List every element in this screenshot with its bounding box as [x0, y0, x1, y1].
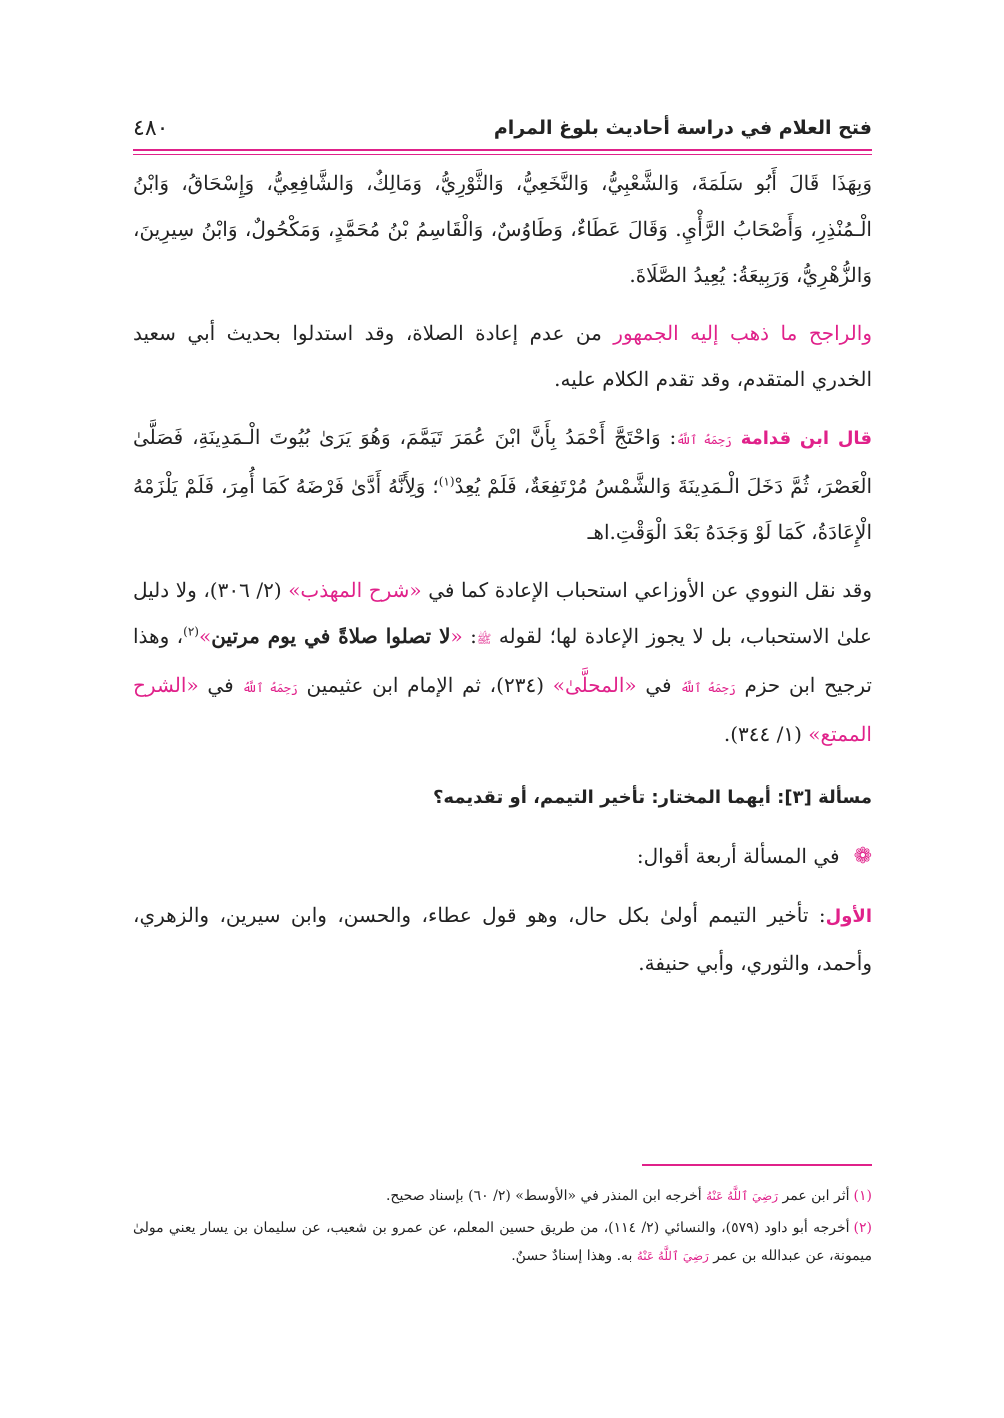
- spacer: [133, 821, 872, 833]
- footnote-ref-1[interactable]: (١): [438, 474, 455, 489]
- paragraph-text: في: [636, 673, 681, 697]
- footnote-ref-2[interactable]: (٢): [183, 624, 199, 639]
- paragraph-ibn-qudama: [133, 414, 872, 555]
- hadith-quote-close: »: [198, 624, 212, 648]
- hadith-quote-open: «: [450, 624, 463, 648]
- preferred-view-highlight: والراجح ما ذهب إليه الجمهور: [613, 321, 872, 345]
- quote-text: : وَاحْتَجَّ أَحْمَدُ بِأَنَّ ابْنَ عُمَرَ تَيَمَّمَ، وَهُوَ يَرَىٰ بُيُوتَ الْـمَدِينَةِ، فَصَلَّىٰ الْعَصْرَ، ثُمَّ دَخَلَ الْـمَدِينَةَ وَالشَّمْسُ مُرْتَفِعَةٌ، فَلَمْ يُعِدْ: [133, 425, 873, 498]
- paragraph-text: ، وهذا ترجيح ابن حزم: [133, 624, 872, 697]
- book-title: «المحلَّىٰ»: [552, 673, 637, 697]
- honorific-symbol: رَحِمَهُ ٱللَّهُ: [680, 681, 736, 695]
- page-header: [133, 110, 872, 146]
- paragraph-text: : تأخير التيمم أولىٰ بكل حال، وهو قول عطاء، والحسن، وابن سيرين، والزهري، وأحمد، والثوري، وأبي حنيفة.: [133, 903, 872, 975]
- spacer: [133, 555, 872, 567]
- honorific-symbol: رَحِمَهُ ٱللَّهُ: [676, 433, 732, 447]
- paragraph-first-opinion: [133, 892, 872, 986]
- paragraph-four-opinions: [133, 833, 872, 880]
- running-title: فتح العلام في دراسة أحاديث بلوغ المرام: [493, 117, 872, 139]
- opinion-label: الأول: [825, 906, 872, 927]
- spacer: [133, 880, 872, 892]
- footnote-text: أثر ابن عمر: [778, 1188, 850, 1204]
- footnote-number: (١): [853, 1188, 872, 1204]
- book-title: «شرح المهذب»: [288, 578, 422, 602]
- prophet-honorific-symbol: ﷺ: [476, 632, 492, 646]
- honorific-symbol: رَضِيَ ٱللَّهُ عَنْهُ: [706, 1189, 779, 1203]
- footnote-text: به. وهذا إسنادٌ حسنٌ.: [511, 1248, 637, 1264]
- paragraph-text: (٢/ ٣٠٦)، ولا دليل علىٰ الاستحباب، بل لا يجوز الإعادة لها؛ لقوله: [133, 578, 872, 648]
- paragraph-text: وقد نقل النووي عن الأوزاعي استحباب الإعادة كما في: [421, 578, 872, 602]
- spacer: [133, 402, 872, 414]
- speaker-label: قال ابن قدامة: [740, 428, 872, 449]
- header-rule-thick: [133, 149, 872, 151]
- footnote-1: [133, 1182, 872, 1210]
- honorific-symbol: رَضِيَ ٱللَّهُ عَنْهُ: [636, 1249, 709, 1263]
- flower-ornament-icon: ❁: [853, 844, 872, 869]
- footnote-2: [133, 1214, 872, 1270]
- section-heading: مسألة [٣]: أيهما المختار: تأخير التيمم، أو تقديمه؟: [432, 787, 872, 808]
- paragraph-text: في المسألة أربعة أقوال:: [636, 844, 840, 868]
- footnote-number: (٢): [853, 1220, 872, 1236]
- paragraph-text: (١/ ٣٤٤).: [723, 722, 809, 746]
- paragraph-nawawi: [133, 567, 872, 757]
- paragraph-text: من عدم إعادة الصلاة، وقد استدلوا بحديث أبي سعيد الخدري المتقدم، وقد تقدم الكلام عليه.: [133, 321, 872, 391]
- quote-text-end: ؛ وَلِأَنَّهُ أَدَّىٰ فَرْضَهُ كَمَا أُمِرَ، فَلَمْ يَلْزَمْهُ الْإِعَادَةُ، كَمَا لَوْ وَجَدَهُ بَعْدَ الْوَقْتِ.اهـ: [133, 474, 872, 544]
- honorific-symbol: رَحِمَهُ ٱللَّهُ: [242, 681, 298, 695]
- main-text: [133, 160, 872, 986]
- footnote-text: أخرجه ابن المنذر في «الأوسط» (٢/ ٦٠) بإسناد صحيح.: [385, 1188, 707, 1204]
- paragraph-text: في: [198, 673, 243, 697]
- hadith-text: لا تصلوا صلاةً في يوم مرتين: [211, 624, 451, 648]
- paragraph-text: :: [462, 624, 477, 648]
- footnote-rule: [642, 1164, 872, 1166]
- paragraph-preferred-view: [133, 310, 872, 402]
- header-rule-thin: [133, 154, 872, 155]
- spacer: [133, 298, 872, 310]
- paragraph-text: (٢٣٤)، ثم الإمام ابن عثيمين: [297, 673, 553, 697]
- paragraph-quote-continuation: [133, 160, 872, 298]
- footnotes: [133, 1182, 872, 1274]
- page-number: ٤٨٠: [133, 115, 169, 141]
- book-title: «الشرح الممتع»: [133, 673, 872, 746]
- quote-text: وَبِهَذَا قَالَ أَبُو سَلَمَةَ، وَالشَّعْبِيُّ، وَالنَّخَعِيُّ، وَالثَّوْرِيُّ، وَمَالِكٌ، وَالشَّافِعِيُّ، وَإِسْحَاقُ، وَابْنُ الْـمُنْذِرِ، وَأَصْحَابُ الرَّأْيِ. وَقَالَ عَطَاءٌ، وَطَاوُسٌ، وَالْقَاسِمُ بْنُ مُحَمَّدٍ، وَمَكْحُولٌ، وَابْنُ سِيرِينَ، وَالزُّهْرِيُّ، وَرَبِيعَةُ: يُعِيدُ الصَّلَاةَ.: [133, 171, 872, 287]
- footnote-text: أخرجه أبو داود (٥٧٩)، والنسائي (٢/ ١١٤)، من طريق حسين المعلم، عن عمرو بن شعيب، عن سليمان بن يسار يعني مولىٰ ميمونة، عن عبدالله بن عمر: [133, 1220, 872, 1264]
- spacer: [133, 757, 872, 769]
